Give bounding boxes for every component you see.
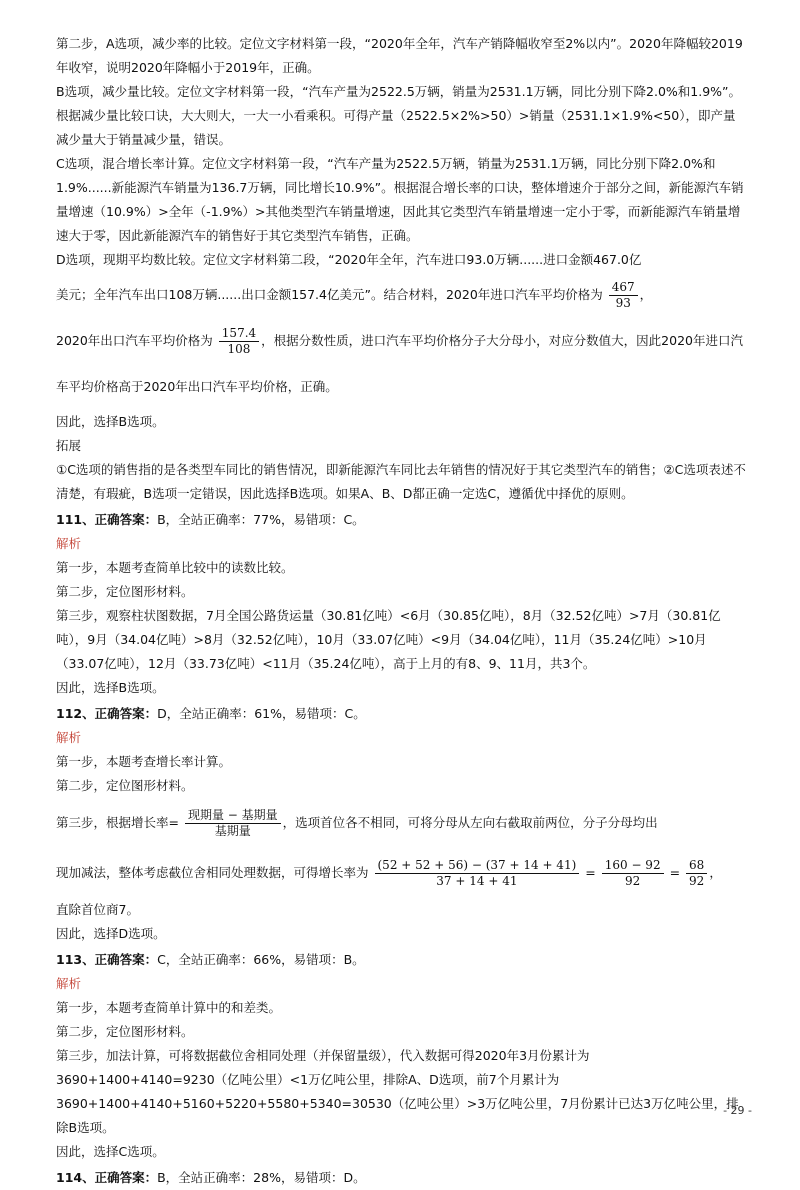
q111-analysis-label: 解析 bbox=[56, 536, 82, 551]
q110-d-line3: 2020年出口汽车平均价格为 $\frac{157.4}{108}$ ，根据分数性质，进口汽车平均价格分子大分母小，对应分数值大，因此2020年进口汽车平均价格高于2020年出口汽车平均价格，正确。 bbox=[56, 326, 743, 394]
q113-step3: 第三步，加法计算，可将数据截位舍相同处理（并保留量级），代入数据可得2020年3月份累计为 bbox=[56, 1048, 590, 1063]
q113-answer: 113、正确答案：C，全站正确率：66%，易错项：B。 bbox=[56, 952, 365, 967]
q112-answer: 112、正确答案：D，全站正确率：61%，易错项：C。 bbox=[56, 706, 366, 721]
q113-step2: 第二步，定位图形材料。 bbox=[56, 1024, 194, 1039]
q113-conclusion: 因此，选择C选项。 bbox=[56, 1144, 165, 1159]
q112-analysis-label: 解析 bbox=[56, 730, 82, 745]
extension-heading: 拓展 bbox=[56, 438, 82, 453]
q112-step3: 第三步，根据增长率= $\frac{\text{现期量 − 基期量}}{\text{基期量}}$ ，选项首位各不相同，可将分母从左向右截取前两位，分子分母均出 bbox=[56, 808, 658, 838]
q110-conclusion: 因此，选择B选项。 bbox=[56, 414, 165, 429]
page-number: - 29 - bbox=[723, 1104, 752, 1117]
q111-step2: 第二步，定位图形材料。 bbox=[56, 584, 194, 599]
q112-step1: 第一步，本题考查增长率计算。 bbox=[56, 754, 232, 769]
q114-answer: 114、正确答案：B，全站正确率：28%，易错项：D。 bbox=[56, 1170, 366, 1185]
document-page bbox=[56, 32, 746, 1190]
q110-option-c: C选项，混合增长率计算。定位文字材料第一段，“汽车产量为2522.5万辆，销量为2531.1万辆，同比分别下降2.0%和1.9%......新能源汽车销量为136.7万辆，同比增长10.9%”。根据混合增长率的口诀，整体增速介于部分之间，新能源汽车销量增速（10.9%）>全年（-1.9%）>其他类型汽车销量增速，因此其它类型汽车销量增速一定小于零，而新能源汽车销量增速大于零，因此新能源汽车的销售好于其它类型汽车销售，正确。 bbox=[56, 156, 744, 243]
q111-answer: 111、正确答案：B，全站正确率：77%，易错项：C。 bbox=[56, 512, 365, 527]
q111-step3: 第三步，观察柱状图数据，7月全国公路货运量（30.81亿吨）<6月（30.85亿吨），8月（32.52亿吨）>7月（30.81亿吨），9月（34.04亿吨）>8月（32.52亿吨），10月（33.07亿吨）<9月（34.04亿吨），11月（35.24亿吨）>10月（33.07亿吨），12月（33.73亿吨）<11月（35.24亿吨），高于上月的有8、9、11月，共3个。 bbox=[56, 608, 721, 671]
q112-conclusion: 因此，选择D选项。 bbox=[56, 926, 166, 941]
q110-option-b: B选项，减少量比较。定位文字材料第一段，“汽车产量为2522.5万辆，销量为2531.1万辆，同比分别下降2.0%和1.9%”。根据减少量比较口诀，大大则大，一大一小看乘积。可得产量（2522.5×2%>50）>销量（2531.1×1.9%<50），即产量减少量大于销量减少量，错误。 bbox=[56, 84, 742, 147]
q113-step3-line2: 3690+1400+4140=9230（亿吨公里）<1万亿吨公里，排除A、D选项，前7个月累计为 bbox=[56, 1072, 560, 1087]
fraction-467-93: $\frac{467}{93}$ bbox=[609, 280, 638, 311]
q113-step1: 第一步，本题考查简单计算中的和差类。 bbox=[56, 1000, 282, 1015]
q110-step2-a: 第二步，A选项，减少率的比较。定位文字材料第一段，“2020年全年，汽车产销降幅收窄至2%以内”。2020年降幅较2019年收窄，说明2020年降幅小于2019年，正确。 bbox=[56, 36, 743, 75]
q110-d-line2: 美元；全年汽车出口108万辆......出口金额157.4亿美元”。结合材料，2020年进口汽车平均价格为 $\frac{467}{93}$ ， bbox=[56, 280, 653, 310]
q112-step2: 第二步，定位图形材料。 bbox=[56, 778, 194, 793]
q110-d-line1: D选项，现期平均数比较。定位文字材料第二段，“2020年全年，汽车进口93.0万辆......进口金额467.0亿 bbox=[56, 252, 642, 267]
q111-conclusion: 因此，选择B选项。 bbox=[56, 680, 165, 695]
calc-fraction-3: $\frac{68}{92}$ bbox=[686, 858, 707, 889]
calc-fraction-2: $\frac{160 - 92}{92}$ bbox=[602, 858, 664, 889]
q110-option-d bbox=[56, 248, 746, 272]
growth-rate-formula: $\frac{\text{现期量 − 基期量}}{\text{基期量}}$ bbox=[185, 808, 281, 839]
q111-step1: 第一步，本题考查简单比较中的读数比较。 bbox=[56, 560, 294, 575]
extension-text: ①C选项的销售指的是各类型车同比的销售情况，即新能源汽车同比去年销售的情况好于其它类型汽车的销售；②C选项表述不清楚，有瑕疵，B选项一定错误，因此选择B选项。如果A、B、D都正确一定选C，遵循优中择优的原则。 bbox=[56, 462, 746, 501]
q112-step3-cont: 现加减法，整体考虑截位舍相同处理数据，可得增长率为 $\frac{(52 + 52 + 56) - (37 + 14 + 41)}{37 + 14 + 41}$ = $\frac{160 - 92}{92}$ = $\frac{68}{92}$ ， bbox=[56, 858, 722, 888]
fraction-157-108: $\frac{157.4}{108}$ bbox=[219, 326, 259, 357]
calc-fraction-1: $\frac{(52 + 52 + 56) - (37 + 14 + 41)}{37 + 14 + 41}$ bbox=[375, 858, 580, 889]
q113-analysis-label: 解析 bbox=[56, 976, 82, 991]
q112-step3-end: 直除首位商7。 bbox=[56, 902, 139, 917]
q113-step3-line3: 3690+1400+4140+5160+5220+5580+5340=30530（亿吨公里）>3万亿吨公里，7月份累计已达3万亿吨公里，排除B选项。 bbox=[56, 1096, 739, 1135]
